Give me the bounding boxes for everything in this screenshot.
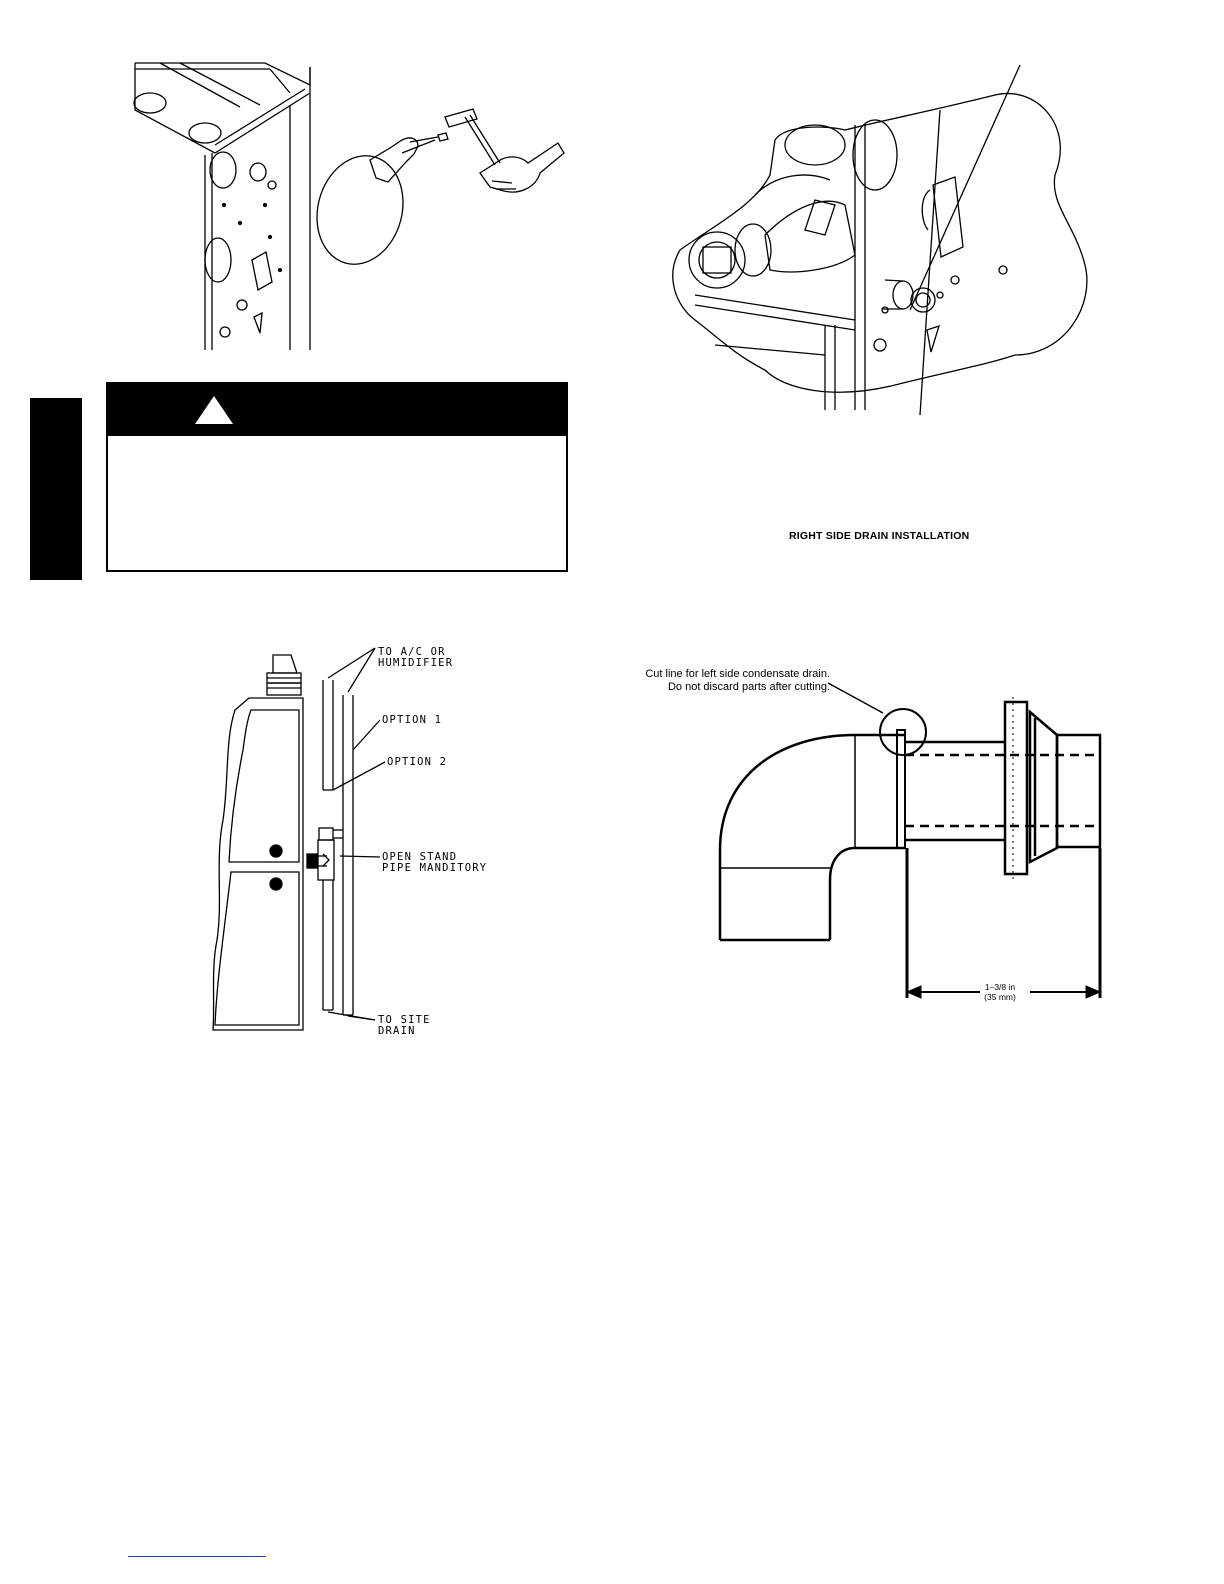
label-to-site-drain: TO SITE DRAIN bbox=[378, 1014, 431, 1037]
warning-box bbox=[106, 382, 568, 572]
cut-line-callout bbox=[590, 668, 830, 694]
dimension-label bbox=[965, 982, 1035, 1002]
warning-triangle-icon bbox=[194, 395, 234, 425]
furnace-standpipe-illustration bbox=[205, 640, 405, 1040]
label-option-1: OPTION 1 bbox=[382, 714, 443, 726]
right-side-drain-caption: RIGHT SIDE DRAIN INSTALLATION bbox=[789, 530, 970, 542]
cut-line-callout-line1: Cut line for left side condensate drain. bbox=[645, 668, 830, 680]
dimension-value: 1–3/8 in bbox=[984, 982, 1016, 992]
footer-link-underline[interactable] bbox=[128, 1556, 266, 1557]
label-open-stand-pipe: OPEN STAND PIPE MANDITORY bbox=[382, 851, 488, 874]
elbow-cut-illustration bbox=[715, 680, 1115, 1000]
right-side-drain-illustration bbox=[655, 55, 1125, 425]
section-tab bbox=[30, 398, 82, 580]
warning-header bbox=[108, 384, 566, 436]
cut-line-callout-line2: Do not discard parts after cutting. bbox=[667, 681, 830, 693]
dimension-metric: (35 mm) bbox=[984, 992, 1016, 1002]
label-option-2: OPTION 2 bbox=[387, 756, 448, 768]
knockout-removal-illustration bbox=[120, 55, 570, 355]
label-to-ac-humidifier: TO A/C OR HUMIDIFIER bbox=[378, 646, 454, 669]
